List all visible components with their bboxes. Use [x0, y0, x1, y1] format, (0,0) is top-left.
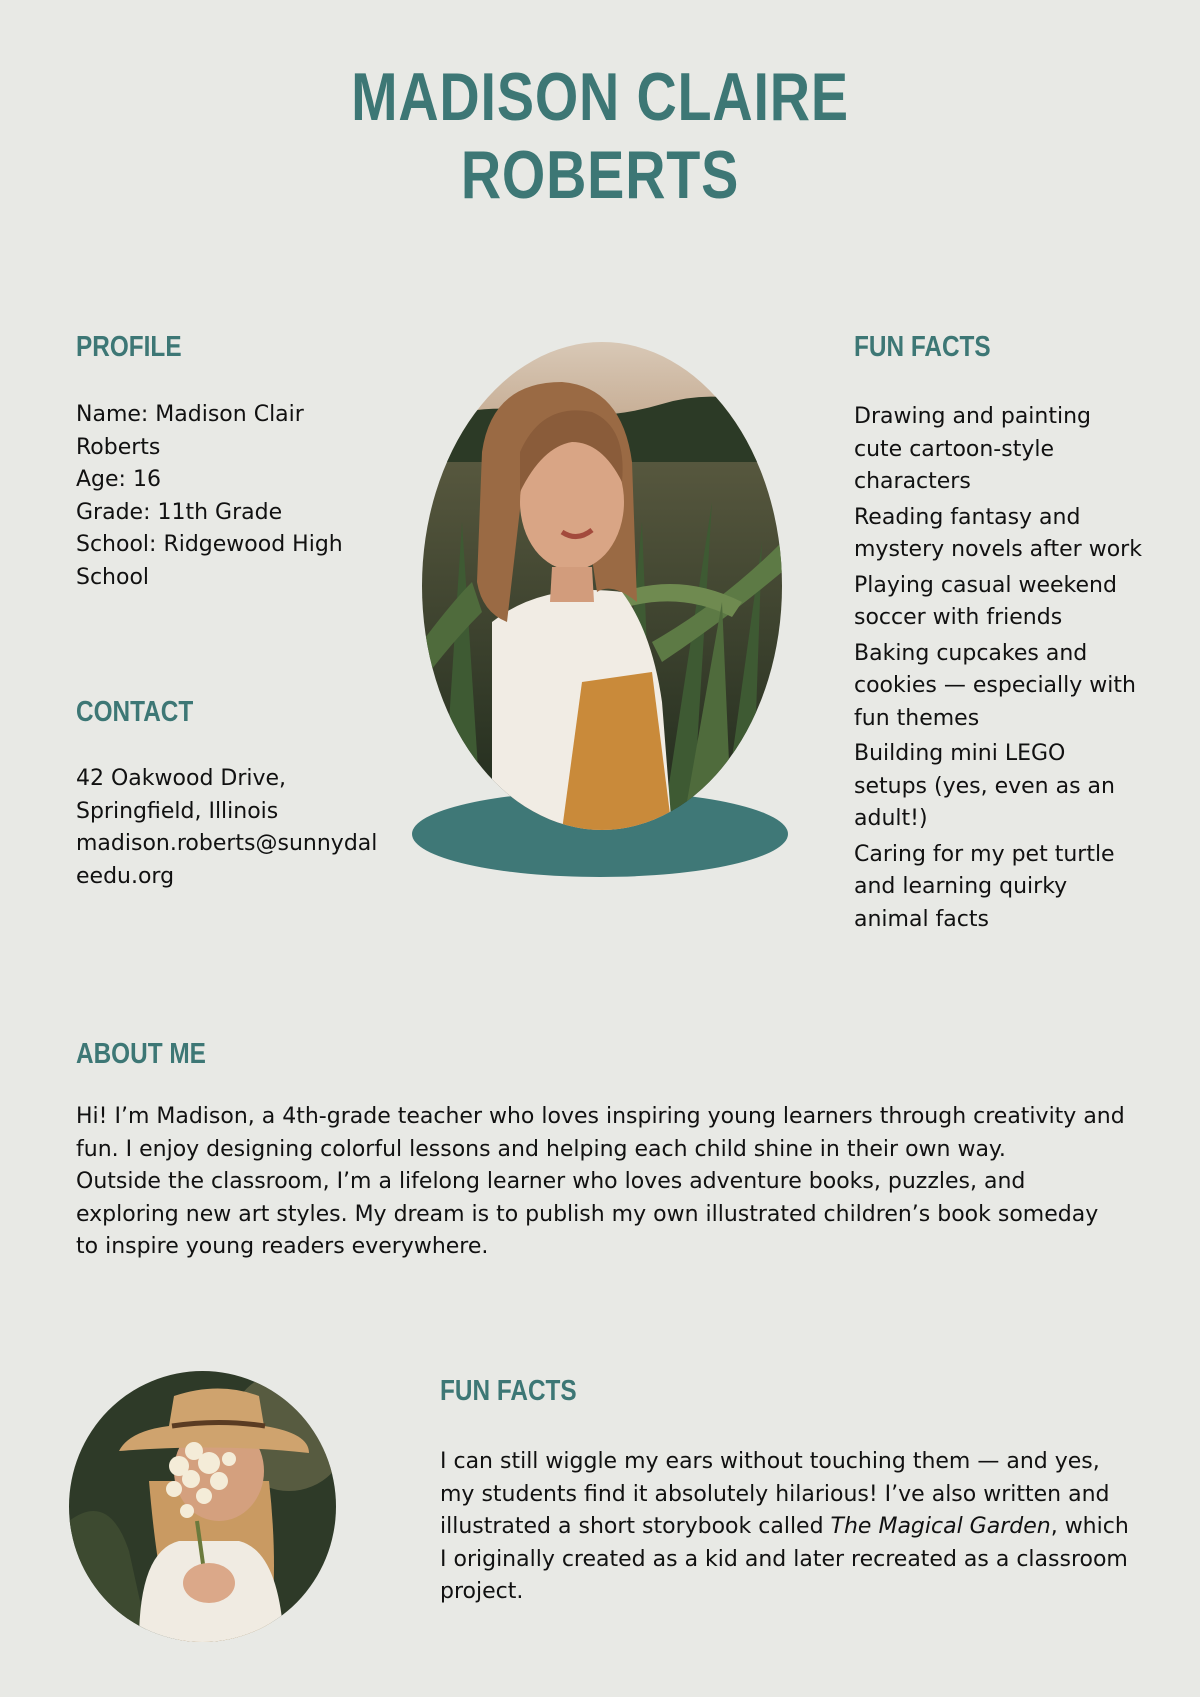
portrait-photo: [422, 342, 782, 830]
fun-fact-item: Baking cupcakes and cookies — especially with fun themes: [854, 640, 1136, 731]
about-paragraph-1: Hi! I’m Madison, a 4th-grade teacher who loves inspiring young learners through creativity and fun. I enjoy designing colorful lessons and helping each child shine in their own way.: [76, 1104, 1125, 1162]
contact-details: [76, 763, 381, 893]
profile-heading: PROFILE: [76, 331, 182, 363]
fun-fact-item: Caring for my pet turtle and learning quirky animal facts: [854, 841, 1115, 932]
about-heading: ABOUT ME: [76, 1038, 206, 1070]
fun-facts-heading: FUN FACTS: [854, 331, 991, 363]
fun-fact-item: Reading fantasy and mystery novels after work: [854, 504, 1142, 562]
fun-facts-2-heading: FUN FACTS: [440, 1375, 577, 1407]
contact-address-line-2: Springfield, Illinois: [76, 798, 279, 824]
fun-facts-2-text: [440, 1446, 1140, 1609]
profile-school: School: Ridgewood High School: [76, 532, 343, 590]
fun-fact-item: Drawing and painting cute cartoon-style characters: [854, 404, 1092, 494]
profile-grade: Grade: 11th Grade: [76, 499, 283, 525]
contact-heading: CONTACT: [76, 696, 194, 728]
fun-facts-2-text-after: , which I originally created as a kid and later recreated as a classroom project.: [440, 1514, 1129, 1604]
fun-fact-item: Building mini LEGO setups (yes, even as an adult!): [854, 741, 1115, 831]
contact-address-line-1: 42 Oakwood Drive,: [76, 766, 287, 791]
profile-name: Name: Madison Clair Roberts: [76, 402, 304, 460]
title-line-1: MADISON CLAIRE: [351, 59, 849, 135]
about-text: [76, 1101, 1126, 1264]
contact-email[interactable]: madison.roberts@sunnydaleedu.org: [76, 831, 378, 889]
about-paragraph-2: Outside the classroom, I’m a lifelong learner who loves adventure books, puzzles, and exploring new art styles. My dream is to publish my own illustrated children’s book someday to inspire young readers everywhere.: [76, 1169, 1099, 1259]
profile-age: Age: 16: [76, 467, 161, 492]
title-line-2: ROBERTS: [460, 137, 740, 213]
fun-facts-2-text-before: I can still wiggle my ears without touching them — and yes, my students find it absolutely hilarious! I’ve also written and illustrated a short storybook called: [440, 1449, 1110, 1539]
round-photo-illustration: [69, 1371, 336, 1642]
portrait-photo-frame: [412, 342, 788, 877]
fun-facts-list: [854, 401, 1144, 939]
profile-details: [76, 399, 386, 594]
fun-fact-item: Playing casual weekend soccer with friends: [854, 572, 1117, 630]
round-photo: [69, 1371, 336, 1642]
book-title: The Magical Garden: [830, 1514, 1051, 1539]
portrait-illustration: [422, 342, 782, 830]
page-title: [108, 58, 1092, 214]
